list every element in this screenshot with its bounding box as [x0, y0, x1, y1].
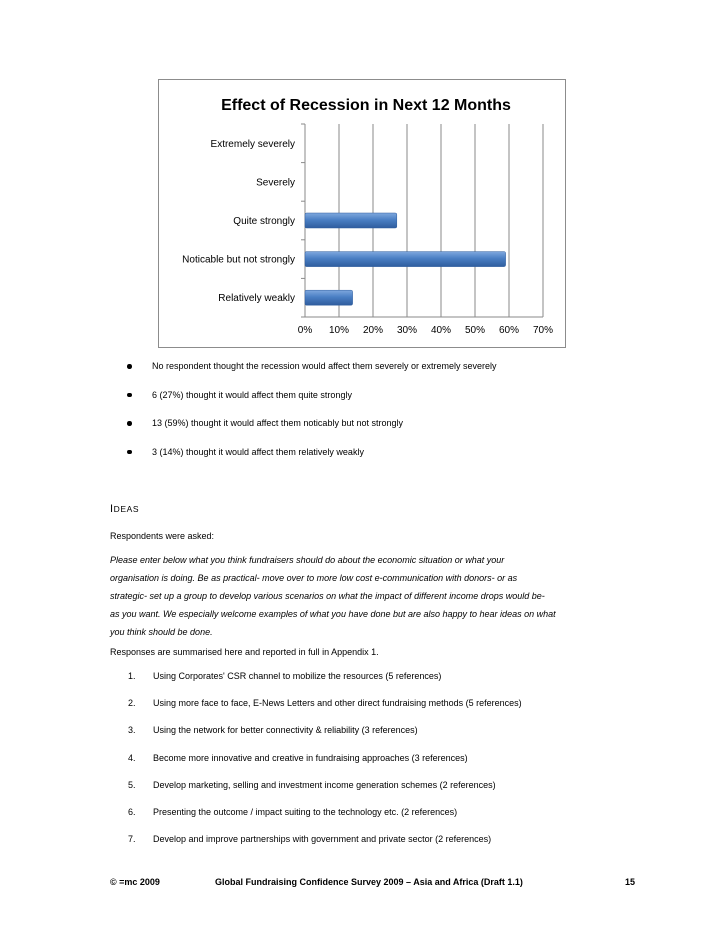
list-item	[128, 724, 522, 736]
list-item	[128, 779, 522, 791]
intro-text: Respondents were asked:	[110, 531, 215, 541]
question-line: Please enter below what you think fundraisers should do about the economic situation or what your	[110, 555, 505, 565]
x-tick-label: 60%	[498, 325, 520, 336]
bullet-dot-icon	[127, 421, 132, 426]
bar	[305, 290, 353, 305]
bullet-text: 3 (14%) thought it would affect them relatively weakly	[152, 446, 364, 457]
category-label: Extremely severely	[210, 138, 295, 150]
x-tick-label: 70%	[532, 325, 554, 336]
bullet-item	[122, 417, 497, 429]
question-line: strategic- set up a group to develop various scenarios on what the impact of different income drops would be-	[110, 591, 545, 601]
page-footer	[110, 877, 635, 891]
item-text: Using the network for better connectivity & reliability (3 references)	[153, 725, 418, 736]
category-label: Quite strongly	[233, 216, 295, 227]
question-text	[110, 551, 630, 641]
bullet-item	[122, 446, 497, 458]
category-label: Noticable but not strongly	[182, 254, 295, 266]
list-item	[128, 697, 522, 709]
footer-document-title: Global Fundraising Confidence Survey 2009 – Asia and Africa (Draft 1.1)	[215, 877, 523, 887]
bullet-list	[122, 360, 497, 474]
bullet-text: 13 (59%) thought it would affect them noticably but not strongly	[152, 418, 403, 428]
item-number: 6.	[128, 806, 136, 817]
item-text: Using more face to face, E-News Letters and other direct fundraising methods (5 references)	[153, 698, 522, 709]
heading-initial: I	[110, 503, 114, 515]
chart-title: Effect of Recession in Next 12 Months	[221, 97, 511, 114]
bullet-dot-icon	[127, 450, 132, 455]
item-text: Using Corporates' CSR channel to mobilize the resources (5 references)	[153, 671, 442, 681]
bullet-item	[122, 389, 497, 401]
item-text: Presenting the outcome / impact suiting to the technology etc. (2 references)	[153, 806, 458, 817]
item-number: 7.	[128, 834, 136, 845]
item-number: 2.	[128, 698, 136, 709]
question-line: you think should be done.	[110, 627, 213, 637]
bullet-dot-icon	[127, 393, 132, 398]
category-label: Severely	[256, 177, 295, 189]
ideas-list	[128, 670, 522, 860]
x-tick-label: 40%	[430, 325, 452, 336]
bullet-text: No respondent thought the recession would affect them severely or extremely severely	[152, 361, 497, 371]
item-number: 3.	[128, 725, 136, 736]
bullet-item	[122, 360, 497, 372]
list-item	[128, 806, 522, 818]
question-line: as you want. We especially welcome examples of what you have done but are also happy to hear ideas on what	[110, 609, 556, 619]
heading-rest: DEAS	[113, 504, 140, 514]
footer-copyright: © =mc 2009	[110, 877, 160, 887]
bullet-text: 6 (27%) thought it would affect them quite strongly	[152, 389, 352, 400]
item-text: Develop and improve partnerships with government and private sector (2 references)	[153, 834, 492, 845]
bar	[305, 213, 397, 228]
list-item	[128, 752, 522, 764]
category-label: Relatively weakly	[218, 293, 295, 305]
item-number: 4.	[128, 752, 136, 763]
item-number: 1.	[128, 671, 136, 681]
item-text: Develop marketing, selling and investment income generation schemes (2 references)	[153, 779, 496, 790]
page-number: 15	[624, 877, 635, 887]
list-item	[128, 670, 522, 682]
x-tick-label: 10%	[328, 325, 350, 336]
question-line: organisation is doing. Be as practical- move over to more low cost e-communication with donors- or as	[110, 573, 518, 583]
summary-text: Responses are summarised here and reported in full in Appendix 1.	[110, 647, 379, 657]
item-text: Become more innovative and creative in fundraising approaches (3 references)	[153, 752, 468, 763]
bullet-dot-icon	[127, 364, 132, 369]
section-heading-ideas	[110, 503, 139, 515]
item-number: 5.	[128, 779, 136, 790]
list-item	[128, 833, 522, 845]
chart-frame	[158, 79, 566, 348]
x-tick-label: 30%	[396, 325, 418, 336]
x-tick-label: 0%	[297, 325, 313, 336]
bar-chart	[159, 80, 567, 349]
x-tick-label: 20%	[362, 325, 384, 336]
x-tick-label: 50%	[464, 325, 486, 336]
bar	[305, 252, 506, 267]
